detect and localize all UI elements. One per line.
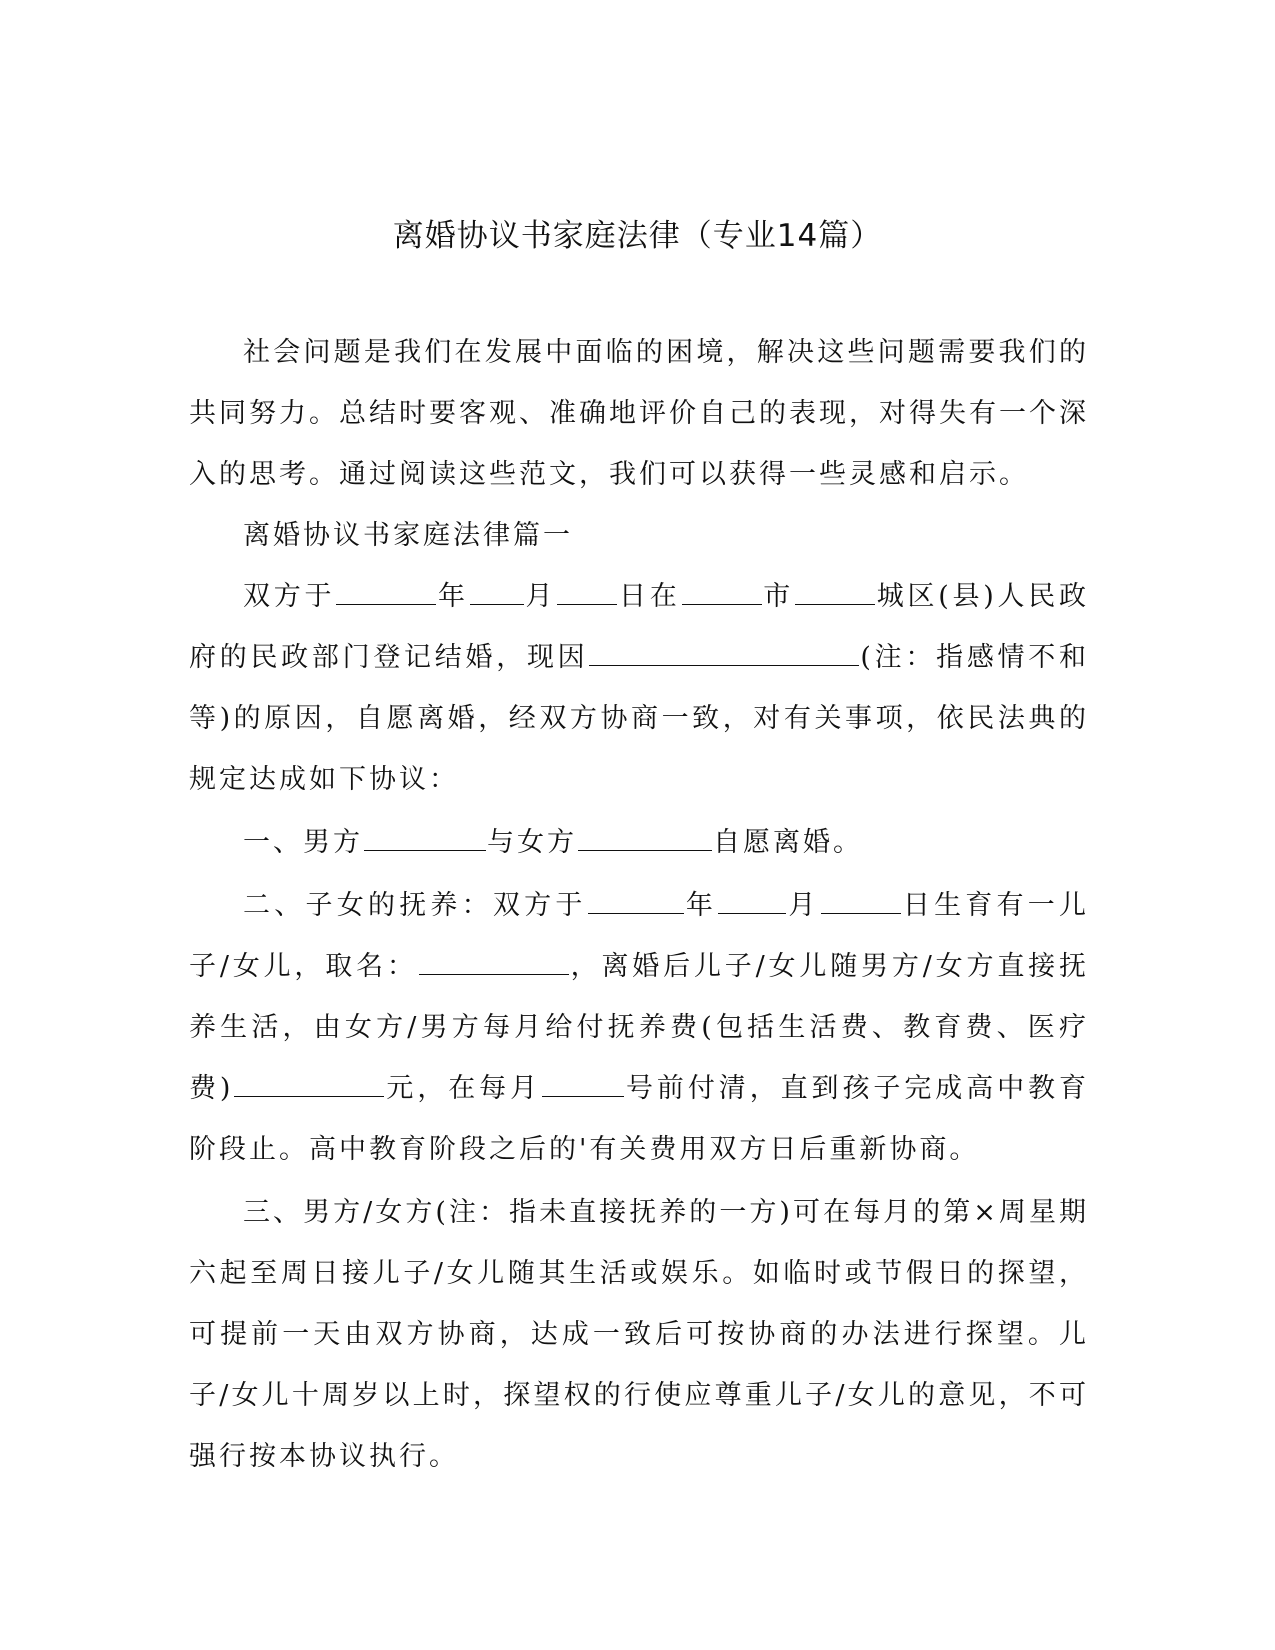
text-segment: ，离婚后儿子/女儿随男方/女方直接抚养生活，由女方/男方每月给付抚养费(包括生活费、教育费、医疗费) [189, 951, 1089, 1104]
text-segment: 双方于 [243, 581, 336, 612]
text-segment: 二、子女的抚养：双方于 [243, 890, 587, 921]
document-title: 离婚协议书家庭法律（专业14篇） [392, 218, 883, 254]
text-segment: 号前付清，直到孩子完成高中教育阶段止。高中教育阶段之后的'有关费用双方日后重新协商。 [189, 1073, 1089, 1165]
section-heading: 离婚协议书家庭法律篇一 [243, 520, 573, 551]
blank-district [795, 582, 875, 605]
text-segment: 与女方 [487, 827, 577, 858]
blank-reason [589, 643, 859, 666]
text-segment: 市 [762, 581, 794, 612]
text-segment: 日在 [618, 581, 681, 612]
blank-male-name [364, 828, 486, 851]
blank-female-name [578, 828, 712, 851]
divorce-parties-paragraph [189, 812, 1089, 873]
blank-birth-month [718, 891, 786, 914]
document-body [189, 322, 1089, 1487]
blank-birth-year [588, 891, 684, 914]
text-segment: 自愿离婚。 [713, 827, 863, 858]
blank-birth-day [821, 891, 901, 914]
blank-support-amount [234, 1074, 384, 1097]
text-segment: 一、男方 [243, 827, 363, 858]
blank-day [557, 582, 617, 605]
text-segment: (注：指感情不和等)的原因，自愿离婚，经双方协商一致，对有关事项，依民法典的规定达成如下协议： [189, 642, 1089, 795]
blank-child-name [419, 952, 569, 975]
text-segment: 城区(县)人民政府的民政部门登记结婚，现因 [189, 581, 1090, 673]
child-custody-paragraph [189, 875, 1089, 1180]
text-segment: 日生育有一儿子/女儿，取名： [189, 890, 1090, 982]
blank-year [336, 582, 436, 605]
text-segment: 月 [787, 890, 820, 921]
blank-month [470, 582, 524, 605]
blank-city [682, 582, 762, 605]
intro-paragraph: 社会问题是我们在发展中面临的困境，解决这些问题需要我们的共同努力。总结时要客观、准确地评价自己的表现，对得失有一个深入的思考。通过阅读这些范文，我们可以获得一些灵感和启示。 [189, 337, 1089, 490]
visitation-paragraph: 三、男方/女方(注：指未直接抚养的一方)可在每月的第×周星期六起至周日接儿子/女儿随其生活或娱乐。如临时或节假日的探望，可提前一天由双方协商，达成一致后可按协商的办法进行探望。儿子/女儿十周岁以上时，探望权的行使应尊重儿子/女儿的意见，不可强行按本协议执行。 [189, 1197, 1089, 1472]
text-segment: 月 [524, 581, 557, 612]
text-segment: 年 [684, 890, 718, 921]
text-segment: 元，在每月 [385, 1073, 542, 1104]
text-segment: 年 [437, 581, 469, 612]
blank-payment-day [542, 1074, 624, 1097]
marriage-registration-paragraph [189, 566, 1089, 810]
